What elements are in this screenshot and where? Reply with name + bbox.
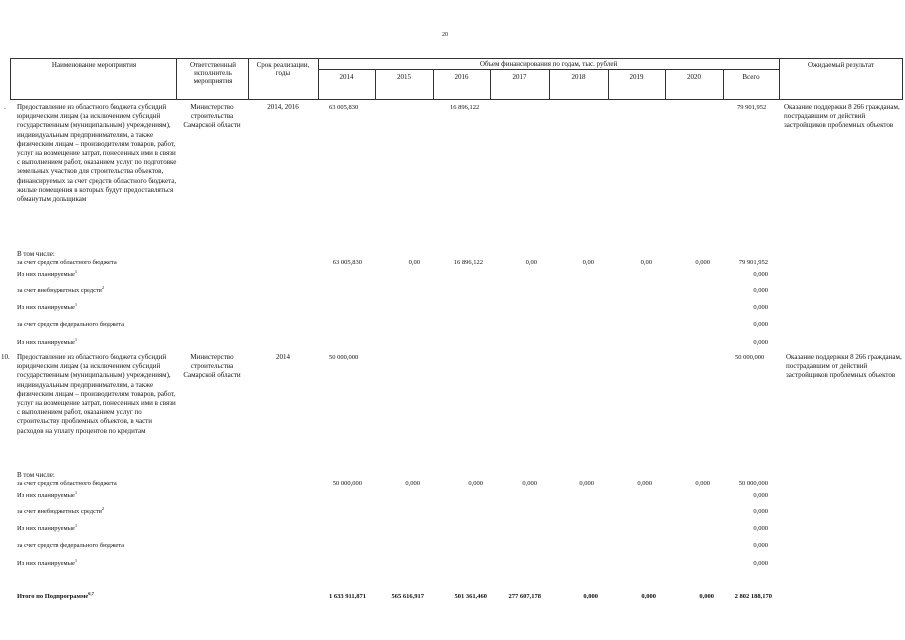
header-year: 2015: [397, 73, 411, 81]
sub-row-value: 0,00: [408, 259, 420, 266]
sub-row-label: Из них планируемые$^1$: [17, 489, 78, 499]
row-value: 63 005,830: [329, 104, 359, 111]
header-result: Ожидаемый результат: [807, 61, 875, 69]
header-year: 2017: [512, 73, 527, 81]
row-result: Оказание поддержки 8 266 гражданам, пострадавшим от действий застройщиков проблемных объектов: [786, 353, 902, 380]
row-result: Оказание поддержки 8 266 гражданам, пострадавшим от действий застройщиков проблемных объектов: [784, 103, 900, 130]
header-volume: Объем финансирования по годам, тыс. рублей: [479, 60, 618, 68]
sub-row-value: 0,00: [640, 259, 652, 266]
total-value: 0,000: [641, 593, 656, 600]
sub-row-value: 0,000: [753, 508, 768, 515]
row-value: 50 000,000: [329, 354, 359, 361]
row-responsible: Министерство строительства Самарской области: [183, 103, 241, 130]
sub-row-label: за счет средств федерального бюджета: [17, 321, 125, 328]
row-responsible: Министерство строительства Самарской области: [183, 353, 241, 380]
header-name: Наименование мероприятия: [51, 61, 137, 69]
page-number: 20: [442, 32, 448, 38]
total-value: 1 633 911,871: [328, 593, 366, 600]
sub-row-value: 0,000: [468, 480, 483, 487]
total-value: 0,000: [583, 593, 598, 600]
sub-row-label: за счет внебюджетных средств$^2$: [17, 284, 105, 294]
sub-row-value: 0,000: [695, 259, 710, 266]
sub-row-value: 0,000: [753, 271, 768, 278]
sub-row-value: 0,000: [579, 480, 594, 487]
row-total: 50 000,000: [735, 354, 765, 361]
sub-row-label: Из них планируемые$^1$: [17, 268, 78, 278]
sub-row-value: 0,000: [753, 525, 768, 532]
header-year: 2016: [454, 73, 469, 81]
row-value: 16 896,122: [450, 104, 480, 111]
header-term: Срок реализации, годы: [256, 61, 310, 77]
sub-row-label: Из них планируемые$^1$: [17, 522, 78, 532]
sub-row-value: 50 000,000: [332, 480, 362, 487]
sub-row-value: 0,000: [753, 492, 768, 499]
sub-row-value: 0,000: [753, 287, 768, 294]
sub-row-value: 0,000: [753, 560, 768, 567]
sub-row-value: 79 901,952: [738, 259, 768, 266]
header-total: Всего: [742, 73, 760, 81]
sub-row-value: 63 005,830: [332, 259, 362, 266]
total-label: Итого по Подпрограмме$^{6,7}$: [17, 590, 94, 600]
row-incl: В том числе:: [17, 471, 55, 479]
row-term: 2014, 2016: [267, 103, 299, 111]
sub-row-label: Из них планируемые$^1$: [17, 336, 78, 346]
sub-row-value: 0,000: [753, 542, 768, 549]
sub-row-label: Из них планируемые$^1$: [17, 301, 78, 311]
sub-row-label: за счет внебюджетных средств$^2$: [17, 505, 105, 515]
sub-row-label: Из них планируемые$^1$: [17, 557, 78, 567]
sub-row-value: 0,000: [637, 480, 652, 487]
sub-row-value: 16 896,122: [453, 259, 483, 266]
sub-row-value: 50 000,000: [738, 480, 768, 487]
row-number: .: [4, 103, 6, 111]
sub-row-value: 0,000: [753, 304, 768, 311]
row-name: Предоставление из областного бюджета субсидий юридическим лицам (за исключением субсидий государственным (муниципальным) учреждениям), индивидуальным предпринимателям, а также физическим лицам – производителям товаров, работ, услуг на возмещение затрат, понесенных ими в связи с выполнением работ, оказанием услуг по строительству проблемных объектов, в части расходов на уплату процентов по кредитам: [17, 353, 176, 435]
row-total: 79 901,952: [737, 104, 767, 111]
row-incl: В том числе:: [17, 250, 55, 258]
sub-row-value: 0,00: [525, 259, 537, 266]
sub-row-value: 0,000: [753, 339, 768, 346]
row-name: Предоставление из областного бюджета субсидий юридическим лицам (за исключением субсидий государственным (муниципальным) учреждениям), индивидуальным предпринимателям, а также физическим лицам – производителям товаров, работ, услуг на возмещение затрат, понесенных ими в связи с выполнением работ, оказанием услуг по подготовке земельных участков для строительства объектов, финансируемых за счет средств областного бюджета, жилые помещения в которых будут предоставляться обманутым дольщикам: [17, 103, 177, 204]
total-value: 2 802 188,170: [734, 593, 772, 600]
sub-row-value: 0,000: [753, 321, 768, 328]
header-year: 2018: [571, 73, 586, 81]
total-value: 277 607,178: [508, 593, 541, 600]
sub-row-value: 0,000: [522, 480, 537, 487]
total-value: 565 616,917: [391, 593, 424, 600]
row-number: 10.: [1, 353, 10, 361]
sub-row-label: за счет средств областного бюджета: [17, 259, 117, 266]
sub-row-value: 0,000: [695, 480, 710, 487]
sub-row-value: 0,00: [582, 259, 594, 266]
row-term: 2014: [276, 353, 290, 361]
total-value: 0,000: [699, 593, 714, 600]
header-year: 2014: [339, 73, 354, 81]
header-responsible: Ответственный исполнитель мероприятия: [189, 61, 237, 85]
header-year: 2019: [629, 73, 644, 81]
sub-row-label: за счет средств областного бюджета: [17, 480, 117, 487]
header-year: 2020: [687, 73, 701, 81]
sub-row-value: 0,000: [405, 480, 420, 487]
total-value: 501 361,460: [454, 593, 487, 600]
sub-row-label: за счет средств федерального бюджета: [17, 542, 125, 549]
